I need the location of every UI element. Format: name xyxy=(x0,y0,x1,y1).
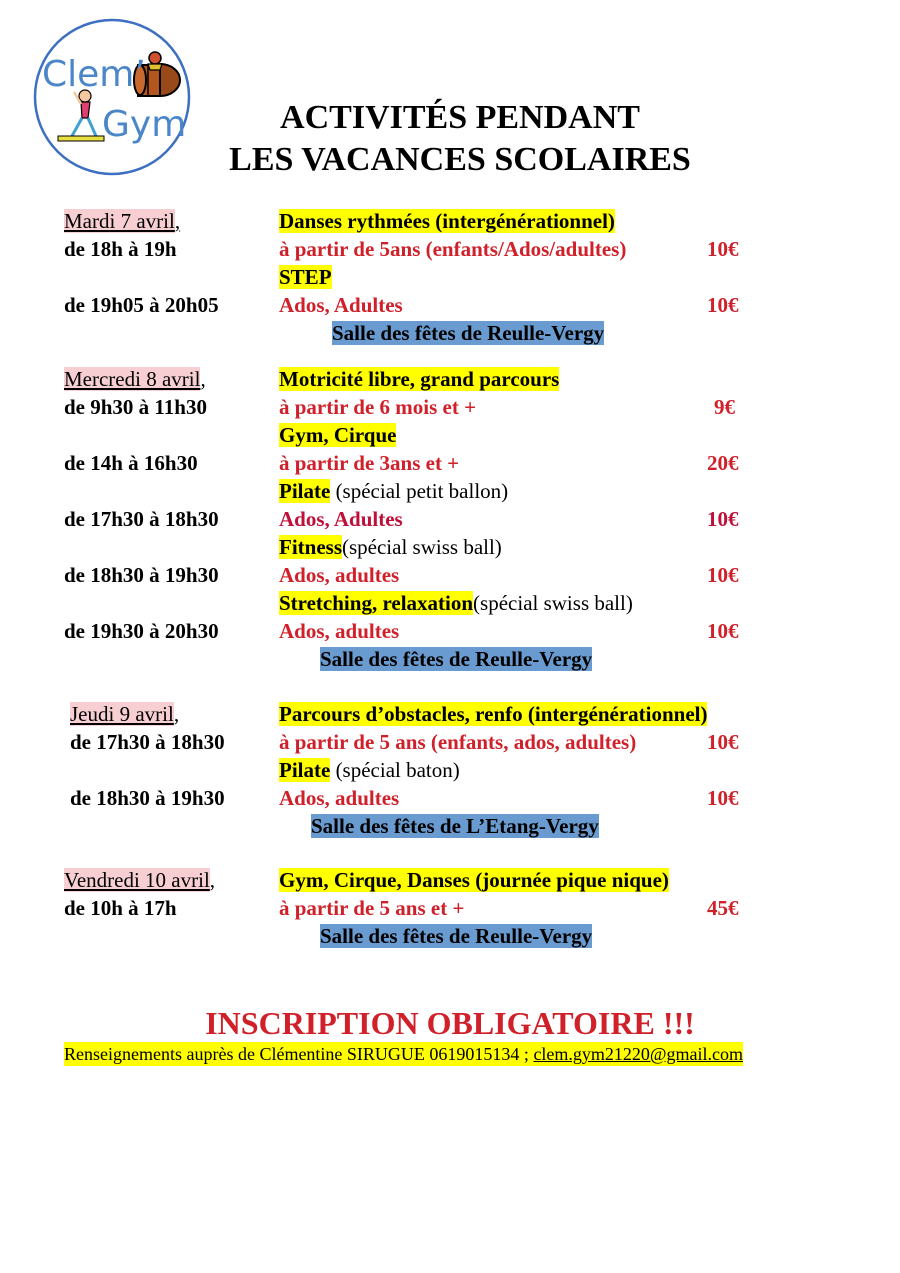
activity-public: Ados, Adultes xyxy=(279,507,403,531)
contact-info xyxy=(64,1042,743,1066)
page-title-line-1: ACTIVITÉS PENDANT xyxy=(280,99,640,136)
activity-name: Motricité libre, grand parcours xyxy=(279,367,560,391)
venue: Salle des fêtes de Reulle-Vergy xyxy=(332,321,605,345)
activity-time: de 17h30 à 18h30 xyxy=(70,730,225,754)
activity-public: Ados, adultes xyxy=(279,786,400,810)
activity-price: 10€ xyxy=(707,730,739,754)
activity-public: à partir de 3ans et + xyxy=(279,451,460,475)
contact-email-link[interactable]: clem.gym21220@gmail.com xyxy=(533,1044,743,1064)
activity-time: de 19h05 à 20h05 xyxy=(64,293,219,317)
page-title-line-2: LES VACANCES SCOLAIRES xyxy=(229,141,691,178)
activity-public: Ados, adultes xyxy=(279,563,400,587)
acrobat-icon xyxy=(148,52,162,70)
activity-name: Parcours d’obstacles, renfo (intergénérationnel) xyxy=(279,702,708,726)
activity-public: à partir de 5 ans et + xyxy=(279,896,465,920)
activity-time: de 18h à 19h xyxy=(64,237,177,261)
day-date: Jeudi 9 avril, xyxy=(70,702,180,726)
activity-name: Pilate (spécial baton) xyxy=(279,758,460,782)
activity-price: 45€ xyxy=(707,896,739,920)
activity-price: 10€ xyxy=(707,507,739,531)
activity-time: de 18h30 à 19h30 xyxy=(70,786,225,810)
activity-public: à partir de 6 mois et + xyxy=(279,395,477,419)
activity-price: 10€ xyxy=(707,293,739,317)
day-date: Mercredi 8 avril, xyxy=(64,367,206,391)
activity-public: Ados, Adultes xyxy=(279,293,403,317)
activity-price: 9€ xyxy=(714,395,735,419)
activity-time: de 14h à 16h30 xyxy=(64,451,198,475)
activity-time: de 9h30 à 11h30 xyxy=(64,395,207,419)
activity-time: de 19h30 à 20h30 xyxy=(64,619,219,643)
day-date: Vendredi 10 avril, xyxy=(64,868,216,892)
activity-price: 20€ xyxy=(707,451,739,475)
contact-text: Renseignements auprès de Clémentine SIRUGUE 0619015134 ; xyxy=(64,1044,534,1064)
activity-name: Pilate (spécial petit ballon) xyxy=(279,479,509,503)
venue: Salle des fêtes de Reulle-Vergy xyxy=(320,647,593,671)
activity-name: STEP xyxy=(279,265,332,289)
activity-price: 10€ xyxy=(707,563,739,587)
activity-name: Stretching, relaxation(spécial swiss ball) xyxy=(279,591,633,615)
activity-time: de 18h30 à 19h30 xyxy=(64,563,219,587)
activity-price: 10€ xyxy=(707,619,739,643)
activity-name: Gym, Cirque xyxy=(279,423,397,447)
venue: Salle des fêtes de L’Etang-Vergy xyxy=(311,814,599,838)
venue: Salle des fêtes de Reulle-Vergy xyxy=(320,924,593,948)
activity-public: Ados, adultes xyxy=(279,619,400,643)
activity-name: Gym, Cirque, Danses (journée pique nique) xyxy=(279,868,669,892)
day-date: Mardi 7 avril, xyxy=(64,209,181,233)
activity-public: à partir de 5ans (enfants/Ados/adultes) xyxy=(279,237,627,261)
activity-public: à partir de 5 ans (enfants, ados, adultes) xyxy=(279,730,637,754)
activity-name: Fitness(spécial swiss ball) xyxy=(279,535,502,559)
activity-price: 10€ xyxy=(707,786,739,810)
svg-text:Clem’: Clem’ xyxy=(42,54,146,95)
svg-text:Gym: Gym xyxy=(102,104,187,145)
activity-name: Danses rythmées (intergénérationnel) xyxy=(279,209,615,233)
activity-time: de 17h30 à 18h30 xyxy=(64,507,219,531)
inscription-notice: INSCRIPTION OBLIGATOIRE !!! xyxy=(205,1005,695,1041)
activity-price: 10€ xyxy=(707,237,739,261)
activity-time: de 10h à 17h xyxy=(64,896,177,920)
